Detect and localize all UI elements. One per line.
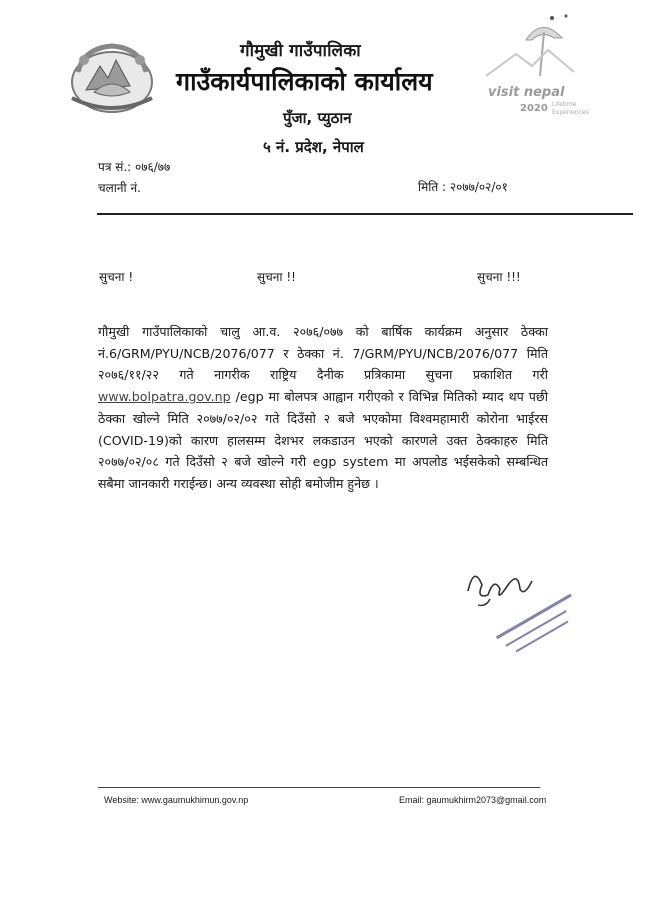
municipality-name: गौमुखी गाउँपालिका [240, 41, 361, 61]
signature-stamp [460, 555, 600, 665]
notice-heading: सुचना !!! [477, 270, 521, 284]
header-divider [97, 213, 633, 215]
nepal-emblem-icon [64, 38, 160, 120]
visit-nepal-logo [482, 10, 604, 122]
notice-heading: सुचना ! [99, 270, 134, 284]
visit-nepal-brand: visit nepal [488, 85, 565, 100]
footer-divider [98, 787, 540, 788]
bolpatra-link[interactable]: www.bolpatra.gov.np [98, 389, 231, 405]
dispatch-number: चलानी नं. [98, 181, 141, 195]
footer-website[interactable]: Website: www.gaumukhimun.gov.np [104, 795, 249, 805]
notice-heading: सुचना !! [257, 270, 296, 284]
office-location: पुँजा, प्युठान [283, 109, 352, 127]
letter-date: मिति : २०७७/०२/०१ [418, 180, 508, 194]
notice-body [98, 321, 548, 495]
footer-email[interactable]: Email: gaumukhirm2073@gmail.com [399, 795, 547, 805]
notice-body-text-continued: /egp मा बोलपत्र आह्वान गरीएको र विभिन्न मितिको म्याद थप पछी ठेक्का खोल्ने मिति २०७७/०२/०२ गते दिउँसो २ बजे भएकोमा विश्वमहामारी कोरोना भाईरस (COVID-19)को कारण हालसम्म देशभर लकडाउन भएको कारणले उक्त ठेक्काहरु मिति २०७७/०२/०८ गते दिउँसो २ बजे खोल्ने गरी egp system मा अपलोड भईसकेको सम्बन्धित सबैमा जानकारी गराईन्छ। अन्य व्यवस्था सोही बमोजीम हुनेछ । [98, 389, 548, 491]
reference-number: पत्र सं.: ०७६/७७ [98, 160, 171, 174]
office-title: गाउँकार्यपालिकाको कार्यालय [176, 67, 433, 96]
office-province: ५ नं. प्रदेश, नेपाल [263, 138, 364, 156]
visit-nepal-year: 2020 [520, 103, 548, 114]
visit-nepal-tagline-2: Experiences [552, 109, 589, 116]
visit-nepal-tagline: Lifetime [552, 101, 577, 108]
notice-body-text: गौमुखी गाउँपालिकाको चालु आ.व. २०७६/०७७ को बार्षिक कार्यक्रम अनुसार ठेक्का नं.6/GRM/PYU/NCB/2076/077 र ठेक्का नं. 7/GRM/PYU/NCB/2076/077 मिति २०७६/११/२२ गते नागरीक राष्ट्रिय दैनीक प्रत्रिकामा सुचना प्रकाशित गरी [98, 324, 548, 383]
